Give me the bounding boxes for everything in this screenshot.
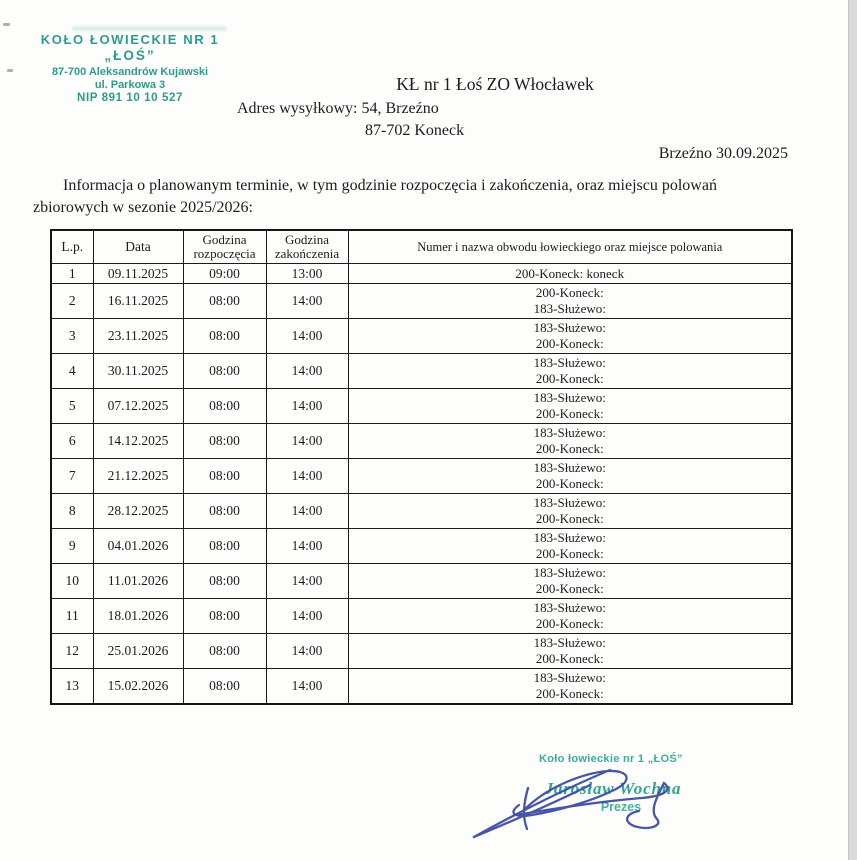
location-line: 183-Służewo:: [533, 635, 606, 650]
location-line: 183-Służewo:: [533, 565, 606, 580]
date-cell: 16.11.2025: [93, 284, 183, 319]
table-row: [51, 494, 792, 529]
club-stamp: [18, 32, 242, 106]
lp-cell: 12: [51, 634, 93, 669]
start-time-cell: 08:00: [183, 599, 266, 634]
table-row: [51, 669, 792, 705]
handwritten-signature: [462, 752, 707, 844]
end-time-cell: 14:00: [266, 494, 348, 529]
lp-cell: 1: [51, 264, 93, 284]
location-line: 200-Koneck:: [535, 651, 604, 666]
location-line: 200-Koneck: koneck: [515, 265, 625, 281]
end-time-cell: 14:00: [266, 459, 348, 494]
start-time-cell: 09:00: [183, 264, 266, 284]
location-line: 200-Koneck:: [535, 371, 604, 386]
lp-cell: 6: [51, 424, 93, 459]
date-cell: 09.11.2025: [93, 264, 183, 284]
table-row: [51, 564, 792, 599]
start-time-cell: 08:00: [183, 389, 266, 424]
lp-cell: 10: [51, 564, 93, 599]
start-time-cell: 08:00: [183, 319, 266, 354]
location-line: 183-Służewo:: [533, 460, 606, 475]
location-line: 200-Koneck:: [535, 546, 604, 561]
location-cell: [348, 459, 792, 494]
date-cell: 14.12.2025: [93, 424, 183, 459]
location-cell: [348, 634, 792, 669]
location-line: 200-Koneck:: [535, 336, 604, 351]
date-cell: 04.01.2026: [93, 529, 183, 564]
date-cell: 07.12.2025: [93, 389, 183, 424]
location-line: 183-Służewo:: [533, 600, 606, 615]
lp-cell: 3: [51, 319, 93, 354]
lp-cell: 7: [51, 459, 93, 494]
end-time-cell: 14:00: [266, 424, 348, 459]
location-cell: [348, 529, 792, 564]
location-line: 200-Koneck:: [535, 581, 604, 596]
location-line: 200-Koneck:: [535, 285, 604, 300]
end-time-cell: 14:00: [266, 669, 348, 705]
location-line: 183-Służewo:: [533, 530, 606, 545]
location-cell: [348, 564, 792, 599]
table-row: [51, 529, 792, 564]
location-cell: [348, 599, 792, 634]
date-cell: 23.11.2025: [93, 319, 183, 354]
location-line: 200-Koneck:: [535, 441, 604, 456]
location-line: 200-Koneck:: [535, 476, 604, 491]
header-end-time: Godzina zakończenia: [266, 230, 348, 264]
lp-cell: 5: [51, 389, 93, 424]
location-line: 200-Koneck:: [535, 511, 604, 526]
start-time-cell: 08:00: [183, 494, 266, 529]
start-time-cell: 08:00: [183, 669, 266, 705]
end-time-cell: 14:00: [266, 354, 348, 389]
table-row: [51, 634, 792, 669]
location-line: 183-Służewo:: [533, 425, 606, 440]
end-time-cell: 14:00: [266, 599, 348, 634]
location-cell: [348, 319, 792, 354]
scan-margin-mark: [3, 23, 10, 26]
date-cell: 28.12.2025: [93, 494, 183, 529]
mailing-address-line: Adres wysyłkowy: 54, Brzeźno: [237, 100, 439, 117]
location-line: 183-Służewo:: [533, 320, 606, 335]
recipient-org-line: KŁ nr 1 Łoś ZO Włocławek: [396, 74, 594, 94]
stamp-street: ul. Parkowa 3: [94, 79, 166, 92]
end-time-cell: 14:00: [266, 284, 348, 319]
location-cell: [348, 389, 792, 424]
scan-edge-band: [848, 0, 857, 860]
date-cell: 11.01.2026: [93, 564, 183, 599]
end-time-cell: 14:00: [266, 529, 348, 564]
header-lp: L.p.: [51, 230, 93, 264]
end-time-cell: 14:00: [266, 564, 348, 599]
table-row: [51, 599, 792, 634]
start-time-cell: 08:00: [183, 634, 266, 669]
stamp-club-shortname: „ŁOŚ”: [104, 48, 156, 64]
location-line: 183-Służewo:: [533, 355, 606, 370]
signature-stamp-club-line: Koło łowieckie nr 1 „ŁOŚ”: [539, 753, 683, 765]
table-row: [51, 354, 792, 389]
date-cell: 25.01.2026: [93, 634, 183, 669]
stamp-ink-smudge: [72, 26, 227, 31]
location-cell: [348, 494, 792, 529]
hunt-table-body: [51, 264, 792, 705]
lp-cell: 11: [51, 599, 93, 634]
scan-margin-mark: [7, 69, 13, 72]
location-cell: [348, 424, 792, 459]
lp-cell: 13: [51, 669, 93, 705]
stamp-club-name: KOŁO ŁOWIECKIE NR 1: [40, 32, 220, 47]
end-time-cell: 13:00: [266, 264, 348, 284]
intro-paragraph: Informacja o planowanym terminie, w tym godzinie rozpoczęcia i zakończenia, oraz miejscu polowań zbiorowych w sezonie 2025/2026:: [33, 177, 717, 216]
location-line: 183-Służewo:: [533, 495, 606, 510]
lp-cell: 9: [51, 529, 93, 564]
location-line: 183-Służewo:: [533, 301, 606, 316]
table-row: [51, 389, 792, 424]
mailing-address-city: 87-702 Koneck: [365, 122, 465, 139]
start-time-cell: 08:00: [183, 354, 266, 389]
location-line: 200-Koneck:: [535, 616, 604, 631]
table-row: [51, 284, 792, 319]
start-time-cell: 08:00: [183, 564, 266, 599]
location-line: 200-Koneck:: [535, 686, 604, 701]
location-cell: [348, 669, 792, 705]
header-start-time: Godzina rozpoczęcia: [183, 230, 266, 264]
table-row: [51, 424, 792, 459]
table-row: [51, 459, 792, 494]
lp-cell: 4: [51, 354, 93, 389]
table-row: [51, 264, 792, 284]
location-cell: [348, 354, 792, 389]
stamp-nip: NIP 891 10 10 527: [77, 92, 183, 105]
date-cell: 18.01.2026: [93, 599, 183, 634]
start-time-cell: 08:00: [183, 284, 266, 319]
end-time-cell: 14:00: [266, 319, 348, 354]
place-and-date: Brzeźno 30.09.2025: [658, 145, 788, 162]
date-cell: 15.02.2026: [93, 669, 183, 705]
hunt-schedule-table: [50, 229, 793, 705]
location-line: 200-Koneck:: [535, 406, 604, 421]
location-cell: [348, 284, 792, 319]
start-time-cell: 08:00: [183, 424, 266, 459]
stamp-address: 87-700 Aleksandrów Kujawski: [51, 66, 209, 79]
end-time-cell: 14:00: [266, 634, 348, 669]
location-line: 183-Służewo:: [533, 670, 606, 685]
start-time-cell: 08:00: [183, 529, 266, 564]
lp-cell: 2: [51, 284, 93, 319]
date-cell: 30.11.2025: [93, 354, 183, 389]
table-header-row: [51, 230, 792, 264]
signature-stamp-name: Jarosław Wochna: [544, 779, 682, 798]
end-time-cell: 14:00: [266, 389, 348, 424]
location-cell: [348, 264, 792, 284]
lp-cell: 8: [51, 494, 93, 529]
header-location: Numer i nazwa obwodu łowieckiego oraz miejsce polowania: [348, 230, 792, 264]
table-row: [51, 319, 792, 354]
location-line: 183-Służewo:: [533, 390, 606, 405]
header-date: Data: [93, 230, 183, 264]
start-time-cell: 08:00: [183, 459, 266, 494]
date-cell: 21.12.2025: [93, 459, 183, 494]
signature-stamp-role: Prezes: [600, 800, 642, 814]
